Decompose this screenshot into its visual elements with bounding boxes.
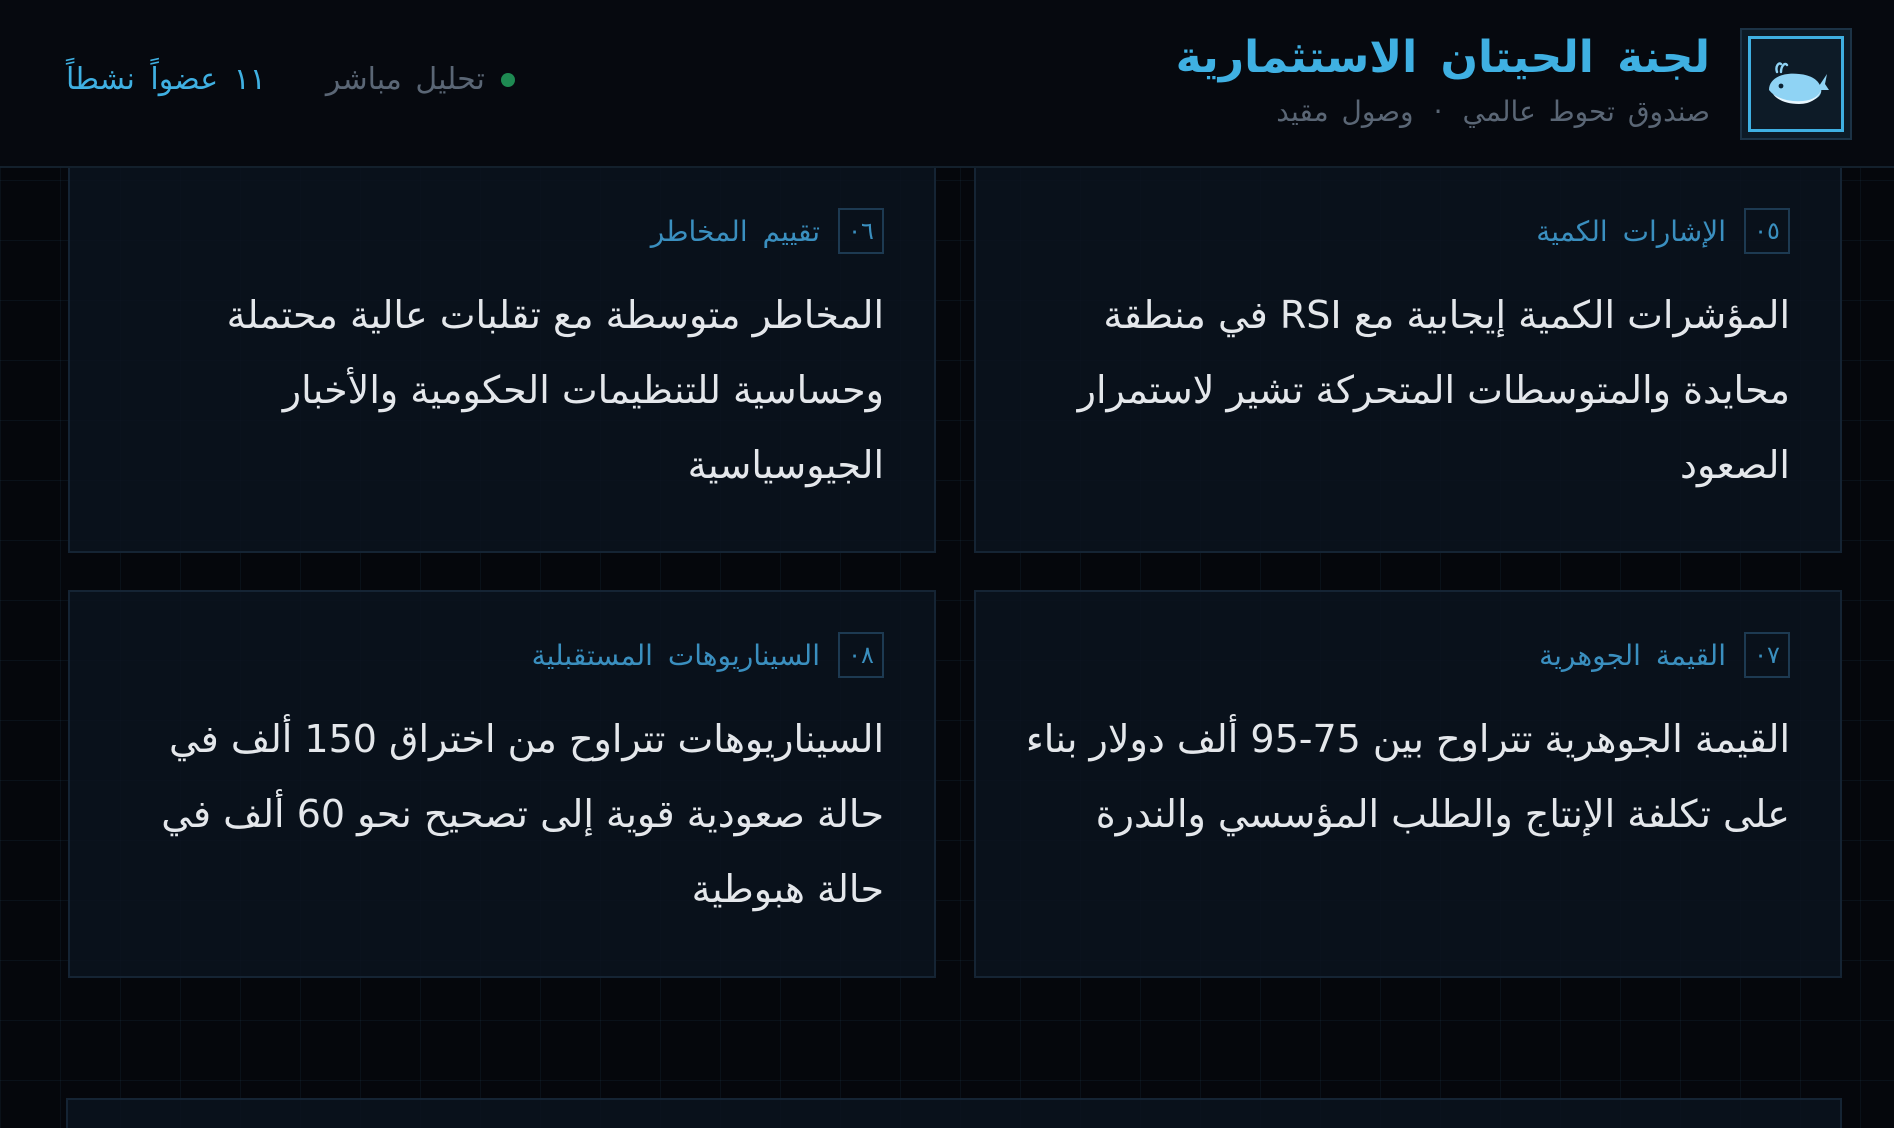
header-status (66, 62, 515, 97)
card-number-badge: ٠٨ (838, 632, 884, 678)
whale-icon (1763, 60, 1829, 108)
card-label: الإشارات الكمية (1536, 214, 1726, 248)
brand (1176, 30, 1710, 130)
card-number-badge: ٠٦ (838, 208, 884, 254)
fund-type-label: صندوق تحوط عالمي (1462, 95, 1710, 128)
card-quant-signals (974, 168, 1842, 553)
card-body: القيمة الجوهرية تتراوح بين 75-95 ألف دولار بناء على تكلفة الإنتاج والطلب المؤسسي والندرة (1025, 717, 1790, 836)
card-header (532, 632, 884, 678)
live-indicator (326, 62, 515, 97)
logo (1740, 28, 1852, 140)
card-risk-assessment (68, 168, 936, 553)
card-label: السيناريوهات المستقبلية (531, 638, 820, 672)
live-dot-icon (501, 73, 515, 87)
live-label: تحليل مباشر (325, 62, 485, 97)
card-header (1536, 208, 1790, 254)
subtitle-separator: · (1433, 95, 1443, 128)
page-title: لجنة الحيتان الاستثمارية (1175, 32, 1710, 83)
card-header (651, 208, 884, 254)
brand-subtitle (1176, 94, 1710, 130)
card-body: السيناريوهات تتراوح من اختراق 150 ألف في حالة صعودية قوية إلى تصحيح نحو 60 ألف في حالة هبوطية (161, 717, 884, 911)
logo-frame (1748, 36, 1844, 132)
card-intrinsic-value (974, 590, 1842, 978)
card-number-badge: ٠٥ (1744, 208, 1790, 254)
card-future-scenarios (68, 590, 936, 978)
active-members-count: ١١ عضواً نشطاً (66, 62, 266, 97)
card-body: المخاطر متوسطة مع تقلبات عالية محتملة وحساسية للتنظيمات الحكومية والأخبار الجيوسياسية (226, 293, 884, 487)
card-label: تقييم المخاطر (650, 214, 820, 248)
card-header (1539, 632, 1790, 678)
next-section-panel (66, 1098, 1842, 1128)
card-body: المؤشرات الكمية إيجابية مع RSI في منطقة محايدة والمتوسطات المتحركة تشير لاستمرار الصعود (1077, 293, 1790, 487)
card-number-badge: ٠٧ (1744, 632, 1790, 678)
access-label: وصول مقيد (1276, 95, 1414, 128)
card-label: القيمة الجوهرية (1539, 638, 1726, 672)
app-header (0, 0, 1894, 168)
